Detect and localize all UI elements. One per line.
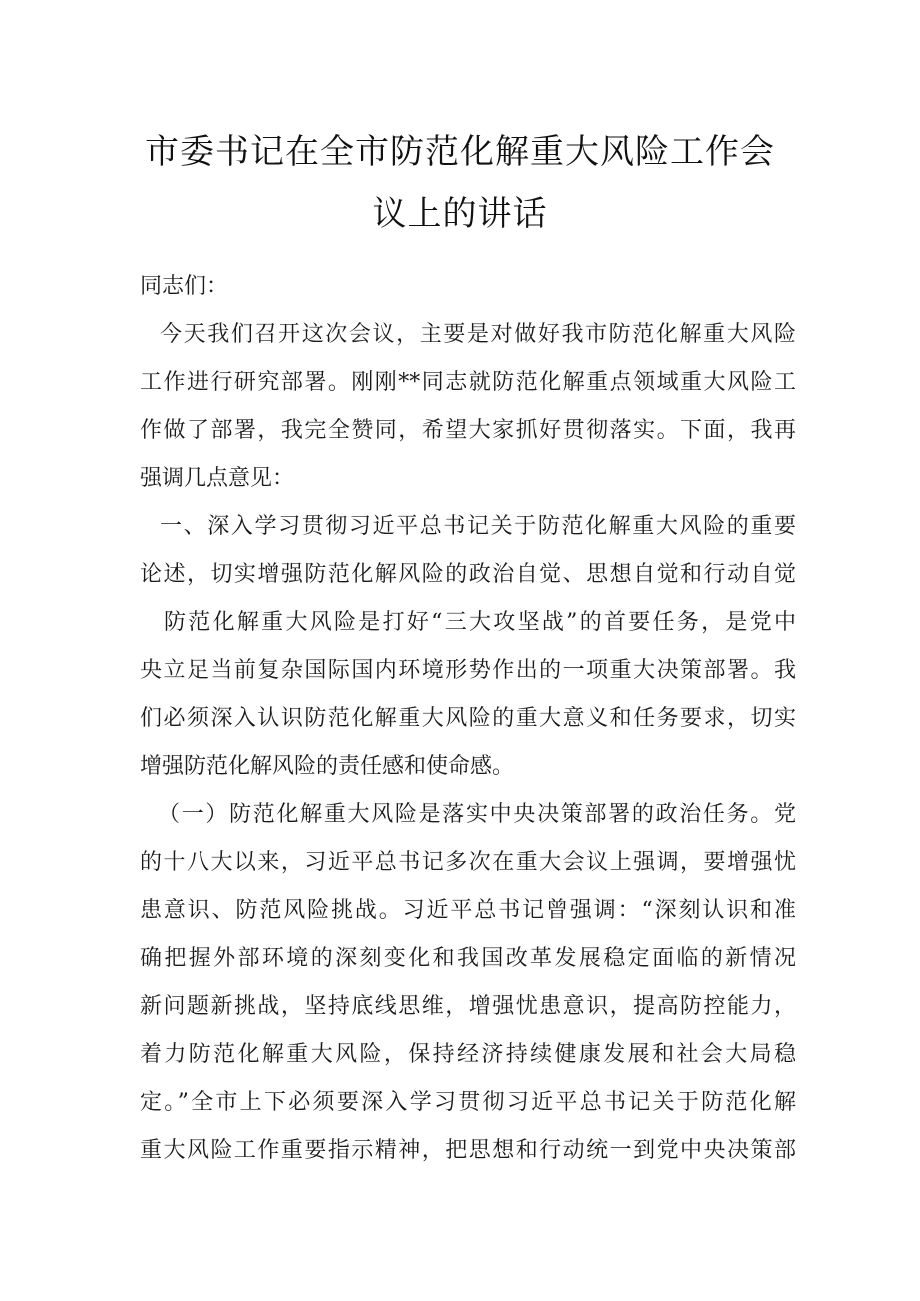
document-title-line-2: 议上的讲话 [372,194,548,234]
body-line: 增强防范化解风险的责任感和使命感。 [140,754,515,779]
body-line: 定。”全市上下必须要深入学习贯彻习近平总书记关于防范化解 [140,1090,796,1115]
body-line: 的十八大以来，习近平总书记多次在重大会议上强调，要增强忧 [140,850,796,875]
body-line: 们必须深入认识防范化解重大风险的重大意义和任务要求，切实 [140,706,796,731]
section-heading-line: 论述，切实增强防范化解风险的政治自觉、思想自觉和行动自觉 [140,562,796,587]
document-title-line-1: 市委书记在全市防范化解重大风险工作会 [145,132,775,172]
body-line: 作做了部署，我完全赞同，希望大家抓好贯彻落实。下面，我再 [140,418,796,443]
subsection-line: （一）防范化解重大风险是落实中央决策部署的政治任务。党 [158,802,796,827]
section-heading-line: 一、深入学习贯彻习近平总书记关于防范化解重大风险的重要 [160,514,796,539]
body-line: 今天我们召开这次会议，主要是对做好我市防范化解重大风险 [160,322,796,347]
salutation: 同志们： [140,274,229,299]
body-line: 确把握外部环境的深刻变化和我国改革发展稳定面临的新情况 [140,946,796,971]
body-line: 工作进行研究部署。刚刚**同志就防范化解重点领域重大风险工 [140,370,796,395]
body-line: 防范化解重大风险是打好“三大攻坚战”的首要任务，是党中 [164,610,796,635]
body-line: 患意识、防范风险挑战。习近平总书记曾强调：“深刻认识和准 [140,898,796,923]
body-line: 强调几点意见： [140,466,295,491]
body-line: 新问题新挑战，坚持底线思维，增强忧患意识，提高防控能力， [140,994,796,1019]
body-line: 着力防范化解重大风险，保持经济持续健康发展和社会大局稳 [140,1042,796,1067]
body-line: 重大风险工作重要指示精神，把思想和行动统一到党中央决策部 [140,1138,796,1163]
body-line: 央立足当前复杂国际国内环境形势作出的一项重大决策部署。我 [140,658,796,683]
